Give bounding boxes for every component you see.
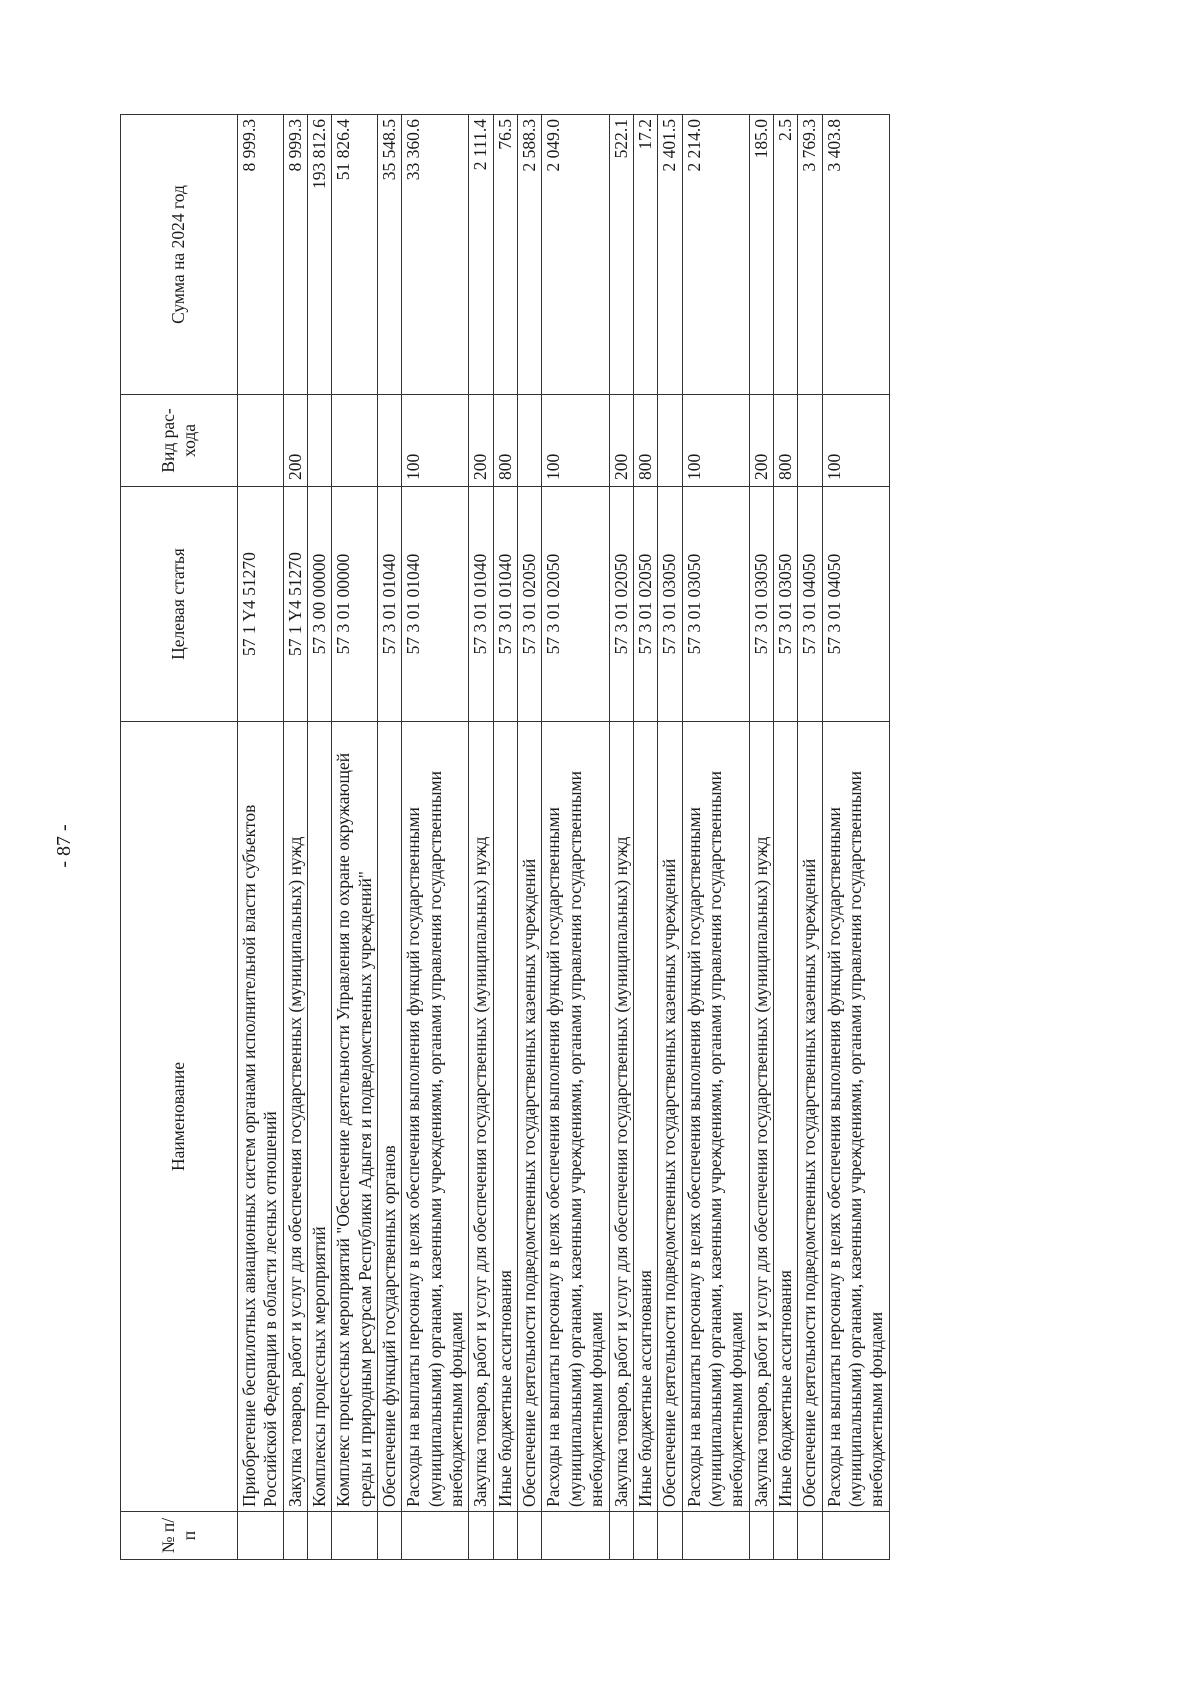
- budget-table: [120, 114, 890, 1560]
- cell-target-article: 57 1 Y4 51270: [283, 487, 307, 722]
- cell-target-article: 57 3 01 02050: [518, 487, 542, 722]
- cell-target-article: 57 3 01 02050: [609, 487, 633, 722]
- table-row: [283, 115, 307, 1560]
- page-number: - 87 -: [53, 824, 75, 868]
- cell-num: [518, 1512, 542, 1560]
- cell-amount-2024: 2 111.4: [469, 115, 493, 395]
- cell-amount-2024: 3 403.8: [822, 115, 889, 395]
- cell-expense-type: 800: [493, 395, 517, 487]
- cell-num: [308, 1512, 332, 1560]
- cell-num: [283, 1512, 307, 1560]
- table-row: [308, 115, 332, 1560]
- cell-target-article: 57 3 01 03050: [658, 487, 682, 722]
- cell-target-article: 57 3 01 00000: [332, 487, 378, 722]
- cell-expense-type: 100: [822, 395, 889, 487]
- cell-target-article: 57 3 01 03050: [682, 487, 749, 722]
- cell-amount-2024: 8 999.3: [283, 115, 307, 395]
- cell-num: [493, 1512, 517, 1560]
- cell-num: [749, 1512, 773, 1560]
- table-row: [493, 115, 517, 1560]
- cell-target-article: 57 3 00 00000: [308, 487, 332, 722]
- cell-expense-type: [518, 395, 542, 487]
- cell-name: Расходы на выплаты персоналу в целях обеспечения выполнения функций государственными (муниципальными) органами, казенными учреждениями, органами управления государственными внебюджетными фондами: [822, 722, 889, 1512]
- cell-expense-type: 200: [469, 395, 493, 487]
- cell-amount-2024: 8 999.3: [238, 115, 284, 395]
- cell-num: [238, 1512, 284, 1560]
- cell-amount-2024: 2 049.0: [542, 115, 609, 395]
- cell-amount-2024: 51 826.4: [332, 115, 378, 395]
- cell-expense-type: 800: [773, 395, 797, 487]
- cell-target-article: 57 3 01 01040: [378, 487, 402, 722]
- cell-num: [609, 1512, 633, 1560]
- cell-name: Обеспечение деятельности подведомственных государственных казенных учреждений: [658, 722, 682, 1512]
- table-row: [822, 115, 889, 1560]
- cell-amount-2024: 2.5: [773, 115, 797, 395]
- cell-expense-type: [308, 395, 332, 487]
- cell-expense-type: [798, 395, 822, 487]
- cell-name: Комплексы процессных мероприятий: [308, 722, 332, 1512]
- cell-amount-2024: 185.0: [749, 115, 773, 395]
- cell-target-article: 57 3 01 03050: [749, 487, 773, 722]
- cell-expense-type: 200: [283, 395, 307, 487]
- cell-name: Обеспечение функций государственных органов: [378, 722, 402, 1512]
- table-row: [378, 115, 402, 1560]
- cell-amount-2024: 33 360.6: [402, 115, 469, 395]
- table-row: [798, 115, 822, 1560]
- cell-target-article: 57 3 01 02050: [542, 487, 609, 722]
- cell-name: Расходы на выплаты персоналу в целях обеспечения выполнения функций государственными (муниципальными) органами, казенными учреждениями, органами управления государственными внебюджетными фондами: [542, 722, 609, 1512]
- header-name: Наименование: [121, 722, 238, 1512]
- header-code: Целевая статья: [121, 487, 238, 722]
- cell-amount-2024: 522.1: [609, 115, 633, 395]
- cell-amount-2024: 2 401.5: [658, 115, 682, 395]
- cell-num: [773, 1512, 797, 1560]
- cell-expense-type: 800: [633, 395, 657, 487]
- table-row: [609, 115, 633, 1560]
- cell-num: [542, 1512, 609, 1560]
- cell-target-article: 57 3 01 03050: [773, 487, 797, 722]
- budget-table-container: [120, 115, 1090, 1560]
- cell-amount-2024: 193 812.6: [308, 115, 332, 395]
- cell-amount-2024: 3 769.3: [798, 115, 822, 395]
- cell-amount-2024: 17.2: [633, 115, 657, 395]
- table-row: [238, 115, 284, 1560]
- cell-expense-type: [658, 395, 682, 487]
- cell-num: [378, 1512, 402, 1560]
- cell-expense-type: [378, 395, 402, 487]
- cell-name: Иные бюджетные ассигнования: [633, 722, 657, 1512]
- cell-expense-type: 100: [542, 395, 609, 487]
- cell-amount-2024: 76.5: [493, 115, 517, 395]
- cell-target-article: 57 3 01 01040: [469, 487, 493, 722]
- cell-name: Приобретение беспилотных авиационных систем органами исполнительной власти субъектов Российской Федерации в области лесных отношений: [238, 722, 284, 1512]
- cell-num: [332, 1512, 378, 1560]
- cell-name: Комплекс процессных мероприятий "Обеспечение деятельности Управления по охране окружающей среды и природным ресурсам Республики Адыгея и подведомственных учреждений": [332, 722, 378, 1512]
- header-sum: Сумма на 2024 год: [121, 115, 238, 395]
- cell-target-article: 57 3 01 04050: [798, 487, 822, 722]
- cell-amount-2024: 35 548.5: [378, 115, 402, 395]
- cell-expense-type: 100: [682, 395, 749, 487]
- cell-name: Закупка товаров, работ и услуг для обеспечения государственных (муниципальных) нужд: [609, 722, 633, 1512]
- cell-name: Иные бюджетные ассигнования: [493, 722, 517, 1512]
- table-header-row: [121, 115, 238, 1560]
- rotated-table-frame: [120, 115, 1090, 1560]
- cell-name: Закупка товаров, работ и услуг для обеспечения государственных (муниципальных) нужд: [749, 722, 773, 1512]
- table-row: [542, 115, 609, 1560]
- cell-name: Обеспечение деятельности подведомственных государственных казенных учреждений: [518, 722, 542, 1512]
- cell-name: Расходы на выплаты персоналу в целях обеспечения выполнения функций государственными (муниципальными) органами, казенными учреждениями, органами управления государственными внебюджетными фондами: [682, 722, 749, 1512]
- cell-expense-type: 100: [402, 395, 469, 487]
- table-row: [332, 115, 378, 1560]
- cell-amount-2024: 2 214.0: [682, 115, 749, 395]
- cell-target-article: 57 3 01 01040: [493, 487, 517, 722]
- cell-num: [469, 1512, 493, 1560]
- table-row: [633, 115, 657, 1560]
- cell-num: [402, 1512, 469, 1560]
- cell-expense-type: [238, 395, 284, 487]
- cell-amount-2024: 2 588.3: [518, 115, 542, 395]
- cell-expense-type: 200: [749, 395, 773, 487]
- cell-target-article: 57 3 01 02050: [633, 487, 657, 722]
- cell-num: [658, 1512, 682, 1560]
- header-kind: Вид рас- хода: [121, 395, 238, 487]
- cell-name: Расходы на выплаты персоналу в целях обеспечения выполнения функций государственными (муниципальными) органами, казенными учреждениями, органами управления государственными внебюджетными фондами: [402, 722, 469, 1512]
- table-row: [658, 115, 682, 1560]
- cell-expense-type: [332, 395, 378, 487]
- cell-expense-type: 200: [609, 395, 633, 487]
- table-row: [469, 115, 493, 1560]
- table-row: [402, 115, 469, 1560]
- cell-num: [822, 1512, 889, 1560]
- cell-name: Иные бюджетные ассигнования: [773, 722, 797, 1512]
- cell-num: [798, 1512, 822, 1560]
- table-row: [749, 115, 773, 1560]
- cell-target-article: 57 3 01 01040: [402, 487, 469, 722]
- cell-name: Закупка товаров, работ и услуг для обеспечения государственных (муниципальных) нужд: [469, 722, 493, 1512]
- cell-name: Обеспечение деятельности подведомственных государственных казенных учреждений: [798, 722, 822, 1512]
- cell-num: [633, 1512, 657, 1560]
- cell-target-article: 57 1 Y4 51270: [238, 487, 284, 722]
- cell-target-article: 57 3 01 04050: [822, 487, 889, 722]
- table-row: [518, 115, 542, 1560]
- table-row: [773, 115, 797, 1560]
- table-row: [682, 115, 749, 1560]
- table-body: [238, 115, 890, 1560]
- cell-num: [682, 1512, 749, 1560]
- header-num: № п/п: [121, 1512, 238, 1560]
- cell-name: Закупка товаров, работ и услуг для обеспечения государственных (муниципальных) нужд: [283, 722, 307, 1512]
